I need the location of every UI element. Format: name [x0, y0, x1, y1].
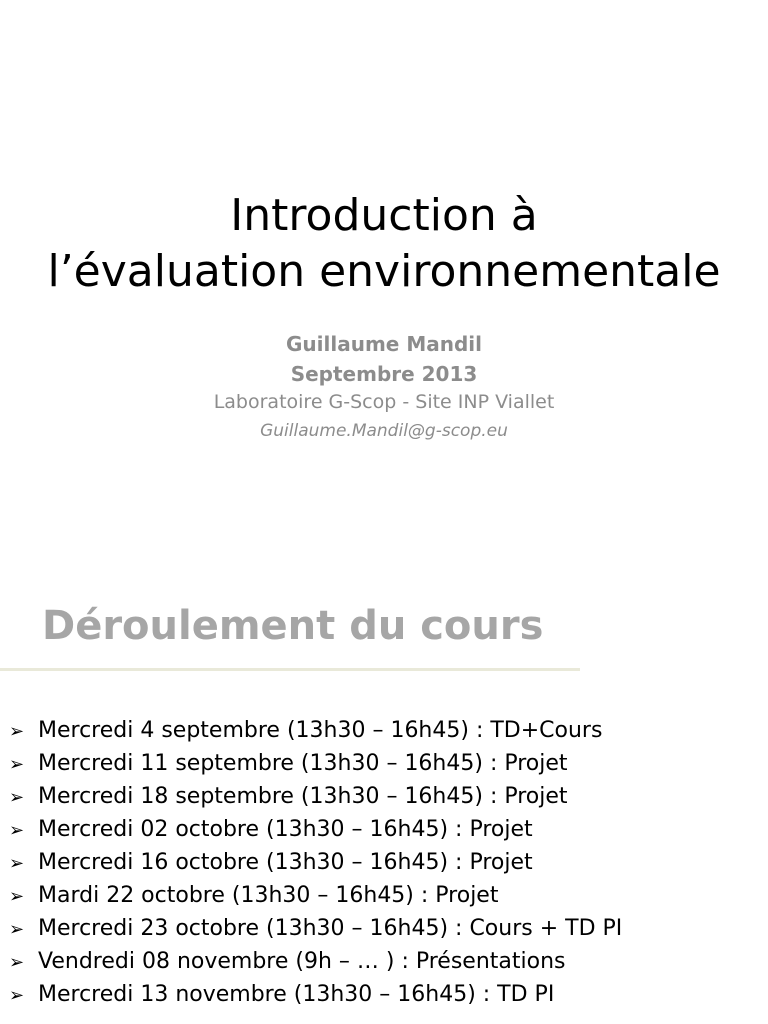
presentation-date: Septembre 2013	[290, 362, 478, 386]
schedule-item-text: Mercredi 11 septembre (13h30 – 16h45) : Projet	[38, 751, 568, 776]
arrow-bullet-icon: ➢	[9, 886, 25, 907]
schedule-item	[0, 846, 622, 879]
arrow-bullet-icon: ➢	[9, 787, 25, 808]
schedule-item	[0, 912, 622, 945]
schedule-item	[0, 714, 622, 747]
section-divider	[0, 668, 580, 671]
arrow-bullet-icon: ➢	[9, 721, 25, 742]
arrow-bullet-icon: ➢	[9, 853, 25, 874]
author-name: Guillaume Mandil	[286, 332, 482, 356]
schedule-item-text: Mercredi 16 octobre (13h30 – 16h45) : Projet	[38, 850, 533, 875]
schedule-item	[0, 747, 622, 780]
arrow-bullet-icon: ➢	[9, 820, 25, 841]
schedule-item-text: Mercredi 02 octobre (13h30 – 16h45) : Projet	[38, 817, 533, 842]
arrow-bullet-icon: ➢	[9, 952, 25, 973]
schedule-item-text: Mercredi 4 septembre (13h30 – 16h45) : TD+Cours	[38, 718, 603, 743]
schedule-item	[0, 945, 622, 978]
slide-title-line-1: Introduction à	[230, 190, 538, 241]
schedule-item-text: Mercredi 23 octobre (13h30 – 16h45) : Cours + TD PI	[38, 916, 623, 941]
schedule-list	[0, 714, 622, 1011]
schedule-item	[0, 813, 622, 846]
schedule-item-text: Mardi 22 octobre (13h30 – 16h45) : Projet	[38, 883, 499, 908]
arrow-bullet-icon: ➢	[9, 919, 25, 940]
schedule-item	[0, 978, 622, 1011]
author-email: Guillaume.Mandil@g-scop.eu	[260, 421, 508, 441]
slide-title	[0, 188, 768, 300]
schedule-item-text: Mercredi 13 novembre (13h30 – 16h45) : TD PI	[38, 982, 555, 1007]
section-title: Déroulement du cours	[42, 603, 544, 649]
arrow-bullet-icon: ➢	[9, 754, 25, 775]
schedule-item	[0, 780, 622, 813]
schedule-item-text: Vendredi 08 novembre (9h – … ) : Présentations	[38, 949, 566, 974]
slide-title-line-2: l’évaluation environnementale	[47, 246, 721, 297]
arrow-bullet-icon: ➢	[9, 985, 25, 1006]
laboratory-affiliation: Laboratoire G-Scop - Site INP Viallet	[213, 391, 555, 413]
schedule-item	[0, 879, 622, 912]
schedule-item-text: Mercredi 18 septembre (13h30 – 16h45) : Projet	[38, 784, 568, 809]
